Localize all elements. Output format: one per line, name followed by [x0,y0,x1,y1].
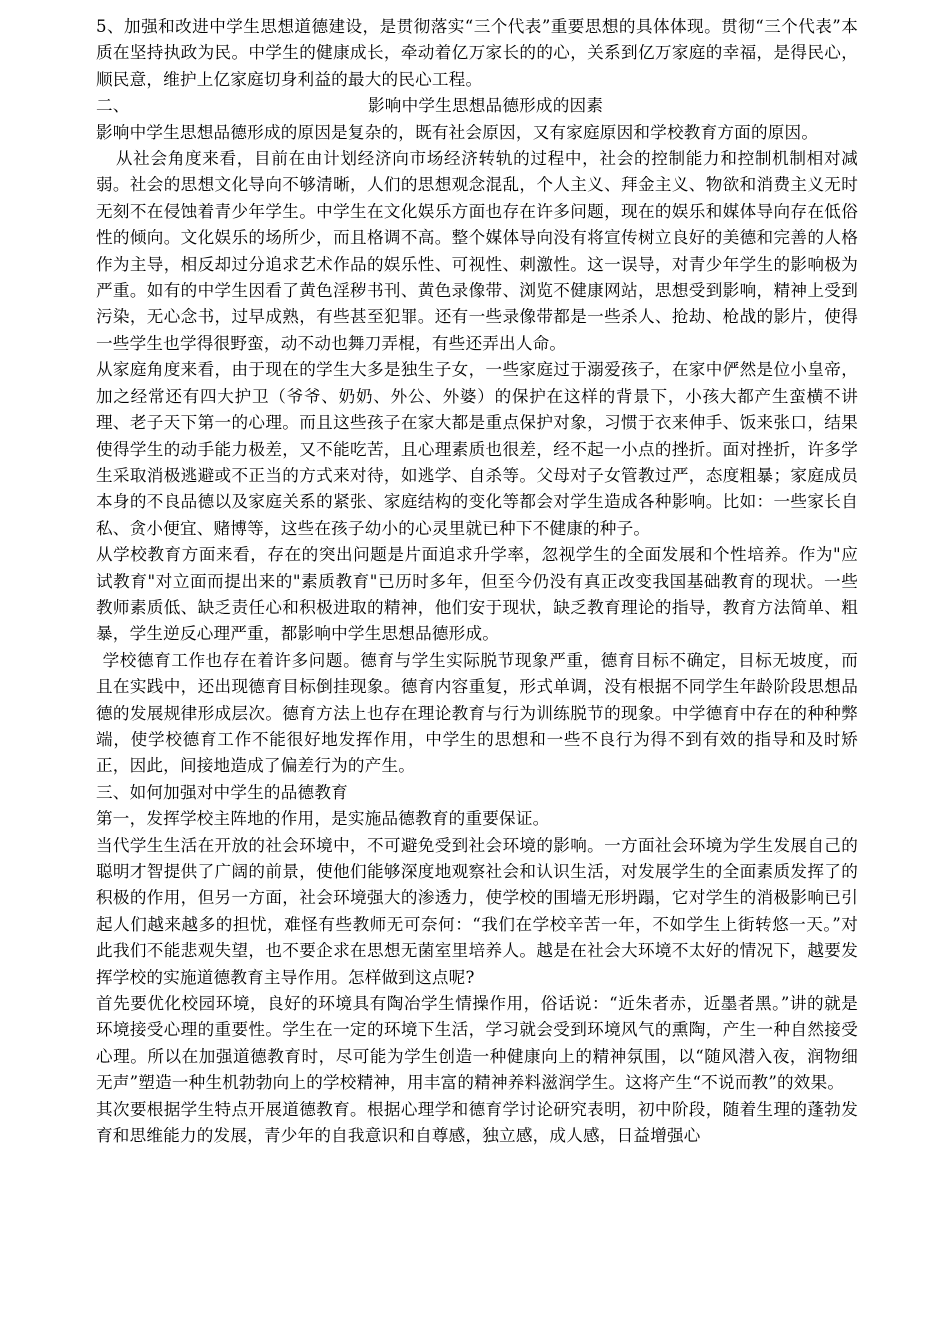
section-2-number: 二、 [96,96,130,116]
paragraph-causes-intro: 影响中学生思想品德形成的原因是复杂的，既有社会原因，又有家庭原因和学校教育方面的原因。 [96,122,819,142]
paragraph-family-factors: 从家庭角度来看，由于现在的学生大多是独生子女，一些家庭过于溺爱孩子，在家中俨然是位小皇帝，加之经常还有四大护卫（爷爷、奶奶、外公、外婆）的保护在这样的背景下，小孩大都产生蛮横不讲理、老子天下第一的心理。而且这些孩子在家大都是重点保护对象，习惯于衣来伸手、饭来张口，结果使得学生的动手能力极差，又不能吃苦，且心理素质也很差，经不起一小点的挫折。面对挫折，许多学生采取消极逃避或不正当的方式来对待，如逃学、自杀等。父母对子女管教过严，态度粗暴；家庭成员本身的不良品德以及家庭关系的紧张、家庭结构的变化等都会对学生造成各种影响。比如：一些家长自私、贪小便宜、赌博等，这些在孩子幼小的心灵里就已种下不健康的种子。 [96,360,858,538]
paragraph-social-environment: 当代学生生活在开放的社会环境中，不可避免受到社会环境的影响。一方面社会环境为学生发展自己的聪明才智提供了广阔的前景，使他们能够深度地观察社会和认识生活，对发展学生的全面素质发挥了的积极的作用，但另一方面，社会环境强大的渗透力，使学校的围墙无形坍蹋，它对学生的消极影响已引起人们越来越多的担忧，难怪有些教师无可奈何：“我们在学校辛苦一年，不如学生上街转悠一天。”对此我们不能悲观失望，也不要企求在思想无菌室里培养人。越是在社会大环境不太好的情况下，越要发挥学校的实施道德教育主导作用。怎样做到这点呢? [96,835,858,987]
paragraph-point-5: 5、加强和改进中学生思想道德建设，是贯彻落实“三个代表”重要思想的具体体现。贯彻“三个代表”本质在坚持执政为民。中学生的健康成长，牵动着亿万家长的的心，关系到亿万家庭的幸福，是得民心，顺民意，维护上亿家庭切身利益的最大的民心工程。 [96,17,858,89]
section-2-heading [96,93,858,119]
paragraph-school-factors: 从学校教育方面来看，存在的突出问题是片面追求升学率，忽视学生的全面发展和个性培养。作为"应试教育"对立面而提出来的"素质教育"已历时多年，但至今仍没有真正改变我国基础教育的现状。一些教师素质低、缺乏责任心和积极进取的精神，他们安于现状，缺乏教育理论的指导，教育方法简单、粗暴，学生逆反心理严重，都影响中学生思想品德形成。 [96,545,858,644]
paragraph-social-factors: 从社会角度来看，目前在由计划经济向市场经济转轨的过程中，社会的控制能力和控制机制相对减弱。社会的思想文化导向不够清晰，人们的思想观念混乱，个人主义、拜金主义、物欲和消费主义无时无刻不在侵蚀着青少年学生。中学生在文化娱乐方面也存在许多问题，现在的娱乐和媒体导向存在低俗性的倾向。文化娱乐的场所少，而且格调不高。整个媒体导向没有将宣传树立良好的美德和完善的人格作为主导，相反却过分追求艺术作品的娱乐性、可视性、刺激性。这一误导，对青少年学生的影响极为严重。如有的中学生因看了黄色淫秽书刊、黄色录像带、浏览不健康网站，思想受到影响，精神上受到污染，无心念书，过早成熟，有些甚至犯罪。还有一些录像带都是一些杀人、抢劫、枪战的影片，使得一些学生也学得很野蛮，动不动也舞刀弄棍，有些还弄出人命。 [96,149,858,353]
document-body [96,14,858,1149]
paragraph-student-characteristics: 其次要根据学生特点开展道德教育。根据心理学和德育学讨论研究表明，初中阶段，随着生理的蓬勃发育和思维能力的发展，青少年的自我意识和自尊感，独立感，成人感，日益增强心 [96,1099,858,1146]
paragraph-moral-education-problems: 学校德育工作也存在着许多问题。德育与学生实际脱节现象严重，德育目标不确定，目标无坡度，而且在实践中，还出现德育目标倒挂现象。德育内容重复，形式单调，没有根据不同学生年龄阶段思想品德的发展规律形成层次。德育方法上也存在理论教育与行为训练脱节的现象。中学德育中存在的种种弊端，使学校德育工作不能很好地发挥作用，中学生的思想和一些不良行为得不到有效的指导和及时矫正，因此，间接地造成了偏差行为的产生。 [96,650,858,776]
paragraph-first-point: 第一，发挥学校主阵地的作用，是实施品德教育的重要保证。 [96,809,550,829]
section-3-heading: 三、如何加强对中学生的品德教育 [96,782,348,802]
section-2-title: 影响中学生思想品德形成的因素 [368,96,604,116]
paragraph-campus-environment: 首先要优化校园环境，良好的环境具有陶冶学生情操作用，俗话说：“近朱者赤，近墨者黑。”讲的就是环境接受心理的重要性。学生在一定的环境下生活，学习就会受到环境风气的熏陶，产生一种自然接受心理。所以在加强道德教育时，尽可能为学生创造一种健康向上的精神氛围，以“随风潜入夜，润物细无声”塑造一种生机勃勃向上的学校精神，用丰富的精神养料滋润学生。这将产生“不说而教”的效果。 [96,994,858,1093]
